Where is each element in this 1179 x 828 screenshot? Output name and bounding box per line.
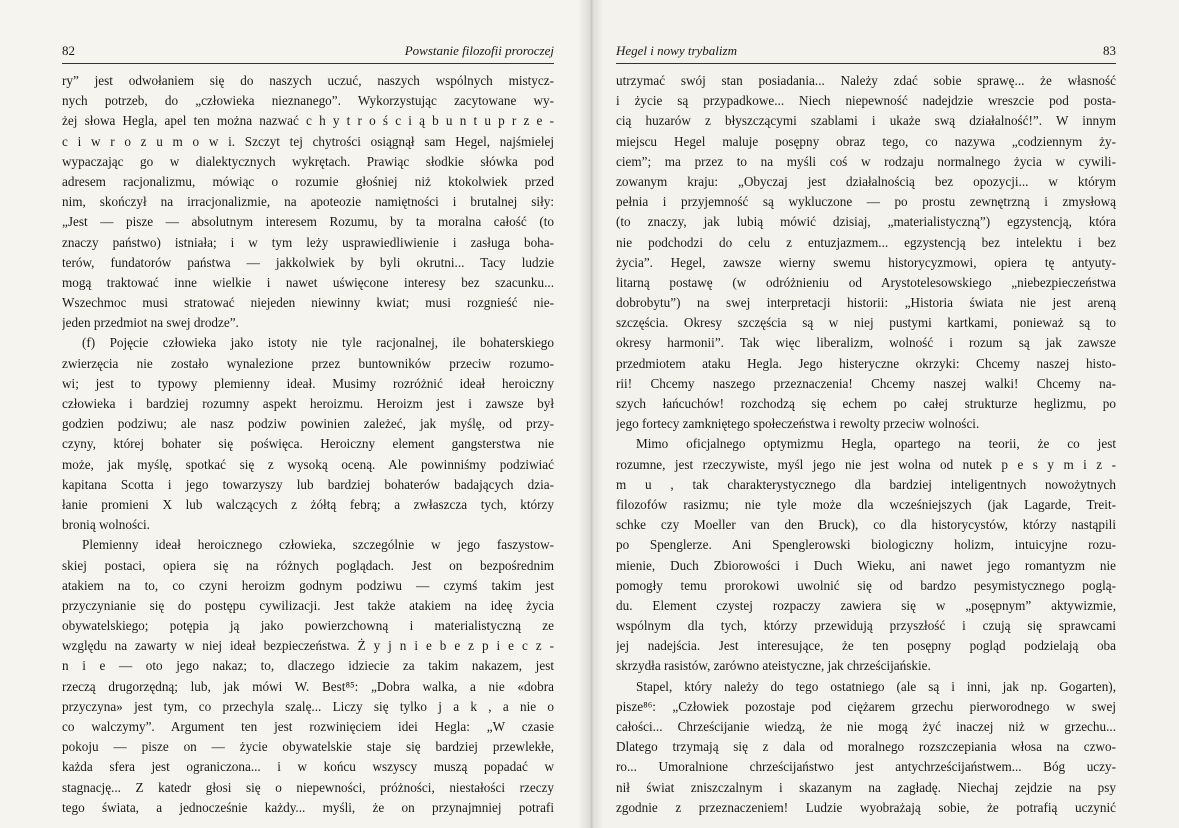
text-line: stagnację... Z katedr głosi się o niepewności, próżności, niestałości rzeczy [62,779,554,795]
text-line: Stapel, który należy do tego ostatniego (ale są i inni, jak np. Gogarten), [636,678,1116,694]
text-line: rozumne, jest rzeczywiste, myśl jego nie jest wolna od nutek p e s y m i z - [616,456,1116,472]
text-line: mienie, Duch Zbiorowości i Duch Wieku, ani nawet jego romantyzm nie [616,557,1116,573]
text-line: terów, fundatorów państwa — jakkolwiek by byli okrutni... Tacy ludzie [62,254,554,270]
text-line: mogą traktować inne wielkie i nawet uświęcone interesy bez szacunku... [62,274,554,290]
right-running-title: Hegel i nowy trybalizm [616,43,737,58]
text-line: n i e — oto jego nakaz; to, dlaczego idziecie za takim nakazem, jest [62,658,554,674]
text-line: „Jest — pisze — absolutnym interesem Rozumu, by ta moralna całość (to [62,214,554,230]
text-line: życia”. Hegel, zawsze wierny swemu historycyzmowi, opiera tę antyuty- [616,254,1116,270]
text-line: względu na zawarty w niej ideał bezpieczeństwa. Ż y j n i e b e z p i e c z - [62,638,554,654]
text-line: m u , tak charakterystycznego dla bardziej inteligentnych nowożytnych [616,476,1116,492]
text-line: zwierzęcia nie zostało wynalezione przez buntowników przeciw rozumo- [62,355,554,371]
text-line: szych łańcuchów! rozchodzą się echem po całej strukturze heglizmu, po [616,396,1116,411]
text-line: każda sfera jest ograniczona... i w końcu wszyscy muszą popadać w [62,759,554,775]
text-line: czyny, której bohater się poświęca. Heroiczny element gangsterstwa nie [62,436,554,452]
text-line: szczęścia. Okresy szczęścia są w niej pustymi kartkami, ponieważ są to [616,315,1116,331]
text-line: wi; jest to typowy plemienny ideał. Musimy rozróżnić ideał heroiczny [62,375,554,391]
text-line: bronią wolności. [62,517,150,533]
left-page-number: 82 [62,43,75,58]
text-line: przedmiotem ataku Hegla. Jego histeryczne okrzyki: Chcemy naszej histo- [616,355,1116,371]
text-line: może, jak myślę, spotkać się z wysoką oceną. Ale powinniśmy podziwiać [62,456,554,472]
text-line: nił świat zniszczalnym i skazanym na zagładę. Niechaj zejdzie na psy [616,779,1116,795]
text-line: i życie są przypadkowe... Niech niepewność nadejdzie wreszcie pod posta- [616,93,1116,109]
text-line: znaczy państwo) istniała; i w tym leży usprawiedliwienie i zasługa boha- [62,234,554,250]
text-line: rii! Chcemy naszego przeznaczenia! Chcemy naszej walki! Chcemy na- [616,375,1116,391]
text-line: godzien podziwu; ale nasz podziw powinien zależeć, jak myślę, od przy- [62,416,554,432]
right-header-rule [616,63,1116,64]
text-line: łanie promieni X lub walczących z żółtą febrą; a zwłaszcza tych, którzy [62,496,554,512]
left-page-body [62,71,554,818]
text-line: obywatelskiego; potępia ją jako powierzchowną i materialistyczną ze [62,618,554,634]
text-line: człowieka i bardziej rozumny aspekt heroizmu. Heroizm jest i zawsze był [62,396,554,411]
text-line: jej nadejścia. Jest interesujące, że ten posępny pogląd podzielają oba [616,638,1116,654]
text-line: cią huzarów z błyszczącymi szablami i ukaże swą działalność!”. W innym [616,113,1116,129]
text-line: schke czy Moeller van den Bruck), co dla historycystów, którzy nastąpili [616,517,1116,533]
text-line: przyczyna» jest tym, co przechyla szalę... Liczy się tylko j a k , a nie o [62,698,554,714]
text-line: przyczynianie się do postępu cywilizacji. Jest także atakiem na ideę życia [62,597,554,613]
text-line: kapitana Scotta i jego towarzyszy lub bardziej bohaterów badających dzia- [62,476,554,492]
text-line: pokoju — pisze on — życie obywatelskie staje się bardziej przewlekłe, [62,739,554,755]
right-page-number: 83 [1103,43,1116,58]
text-line: pełnia i przyjemność są wykluczone — po prostu zewnętrzną i zmysłową [616,194,1116,210]
book-gutter-shadow [578,0,604,828]
text-line: adresem racjonalizmu, mówiąc o rozumie głośniej niż ktokolwiek przed [62,173,554,189]
text-line: nie podchodzi do celu z entuzjazmem... egzystencją bez intelektu i bez [616,234,1116,250]
text-line: utrzymać swój stan posiadania... Należy zdać sobie sprawę... że własność [616,73,1116,88]
right-page-header [616,40,1116,62]
text-line: dobrobytu”) na swej interpretacji historii: „Historia świata nie jest areną [616,295,1116,311]
text-line: całości... Chrześcijanie wiedzą, że nie mogą żyć inaczej niż w grzechu... [616,719,1116,734]
text-line: nych potrzeb, do „człowieka nieznanego”. Wykorzystując zacytowane wy- [62,93,554,109]
text-line: filozofów rasizmu; nie tyle może dla wcześniejszych (jak Lagarde, Treit- [616,496,1116,512]
text-line: skrzydła rasistów, zarówno ateistyczne, jak chrześcijańskie. [616,658,931,674]
text-line: co walczymy”. Argument ten jest rozwinięciem idei Hegla: „W czasie [62,719,554,734]
text-line: tego świata, a jednocześnie każdy... myśli, że on przynajmniej potrafi [62,799,554,815]
text-line: jego fortecy zamkniętego społeczeństwa i rewolty przeciw wolności. [616,416,980,432]
left-running-title: Powstanie filozofii proroczej [404,43,554,58]
text-line: po Spenglerze. Ani Spenglerowski biologiczny holizm, intuicyjne rozu- [616,537,1116,553]
right-page [590,0,1179,828]
text-line: ro... Umoralnione chrześcijaństwo jest antychrześcijaństwem... Bóg uczy- [616,759,1116,775]
left-page-header [62,40,554,62]
text-line: c i w r o z u m o w i. Szczyt tej chytrości osiągnął sam Hegel, najśmielej [62,133,554,149]
text-line: jeden przedmiot na swej drodze”. [62,315,239,331]
text-line: wypaczając go w dialektycznych wykrętach. Prawiąc słodkie słówka pod [62,153,554,169]
text-line: litarną postawę (w odróżnieniu od Arystotelesowskiego „niebezpieczeństwa [616,274,1116,290]
text-line: atakiem na to, co czyni heroizm godnym podziwu — czymś takim jest [62,577,554,593]
text-line: Mimo oficjalnego optymizmu Hegla, opartego na teorii, że co jest [636,436,1116,452]
text-line: ciem”; ma przez to na myśli coś w rodzaju normalnego życia w cywili- [616,153,1116,169]
text-line: pomogły temu prorokowi uwolnić się od bardzo pesymistycznego poglą- [616,577,1116,593]
right-page-body [616,71,1116,818]
text-line: Dlatego trzymają się z dala od moralnego rozszczepiania włosa na czwo- [616,739,1116,755]
text-line: Wszechmoc musi stratować niejeden niewinny kwiat; musi rozgnieść nie- [62,295,554,311]
text-line: du. Element czystej rozpaczy zawiera się w „posępnym” aktywizmie, [616,597,1116,613]
text-line: zowanym kraju: „Obyczaj jest działalnością bez opozycji... w którym [616,173,1116,189]
text-line: miejscu Hegel maluje posępny obraz tego, co nazywa „codziennym ży- [616,133,1116,149]
text-line: pisze⁸⁶: „Człowiek pozostaje pod ciężarem grzechu pierworodnego w swej [616,698,1116,714]
text-line: skiej postaci, opiera się na różnych poglądach. Jest on bezpośrednim [62,557,554,573]
text-line: wspólnym dla tych, którzy przewidują przyszłość i czują się sprawcami [616,618,1116,634]
text-line: rzeczą drugorzędną; lub, jak mówi W. Best⁸⁵: „Dobra walka, a nie «dobra [62,678,554,694]
text-line: ry” jest odwołaniem się do naszych uczuć, naszych wspólnych mistycz- [62,73,554,88]
text-line: (to znaczy, jak lubią mówić dzisiaj, „materialistyczną”) egzystencją, która [616,214,1116,230]
left-header-rule [62,63,554,64]
text-line: (f) Pojęcie człowieka jako istoty nie tyle racjonalnej, ile bohaterskiego [82,335,554,351]
text-line: nim, skończył na irracjonalizmie, na apoteozie namiętności i brutalnej siły: [62,194,554,210]
text-line: żej słowa Hegla, apel ten można nazwać c h y t r o ś c i ą b u n t u p r z e - [62,113,554,129]
text-line: Plemienny ideał heroicznego człowieka, szczególnie w jego faszystow- [82,537,554,553]
text-line: zgodnie z przeznaczeniem! Ludzie wyobrażają sobie, że potrafią uczynić [616,799,1116,815]
text-line: okresy harmonii”. Tak więc liberalizm, wolność i rozum są jak zawsze [616,335,1116,351]
